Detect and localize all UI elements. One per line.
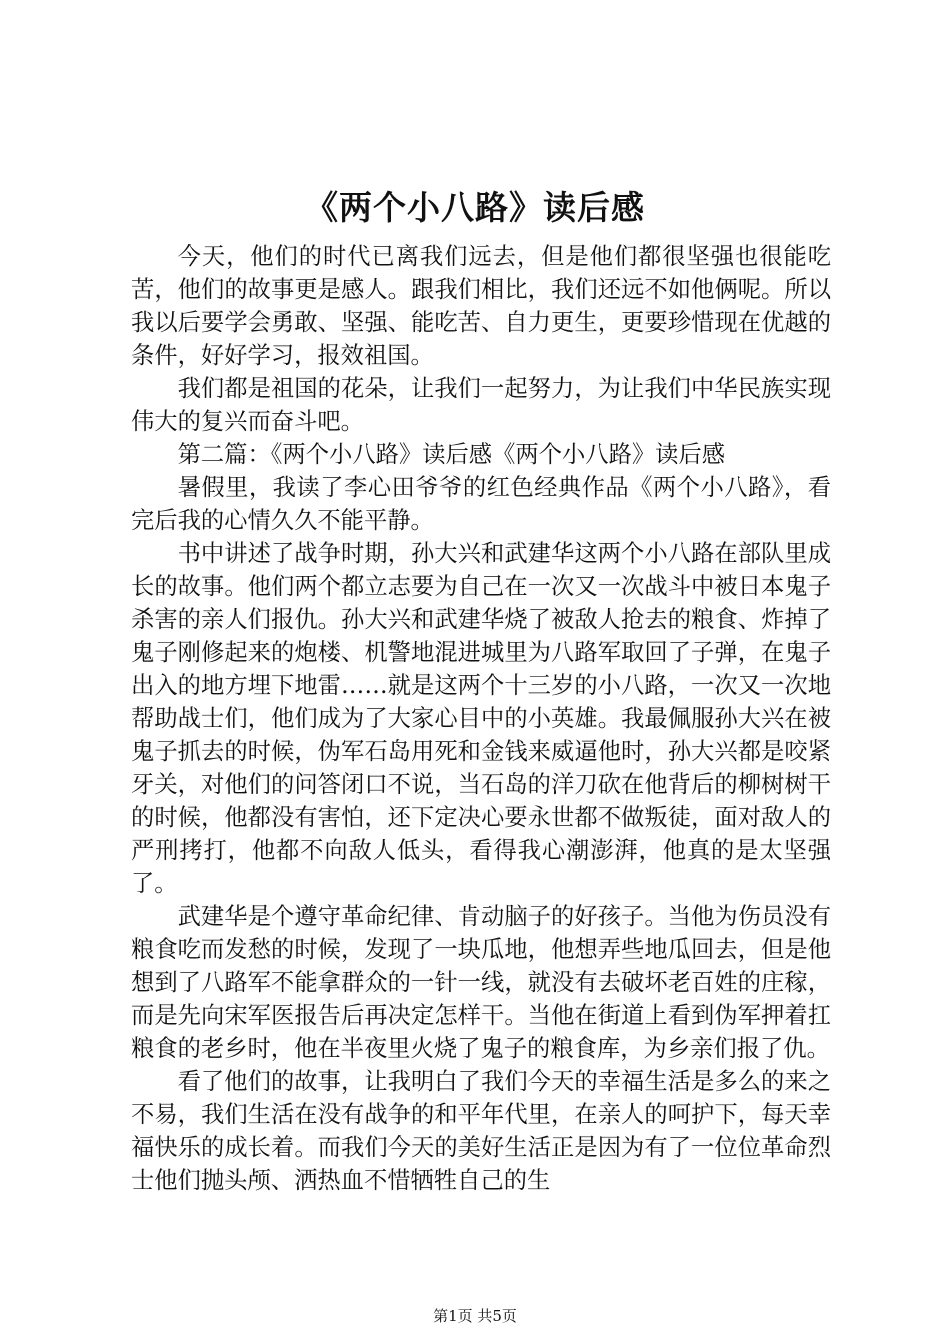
document-title: 《两个小八路》读后感 — [305, 188, 645, 227]
section-heading: 第二篇：《两个小八路》读后感《两个小八路》读后感 — [177, 441, 726, 468]
document-body — [131, 240, 831, 1197]
paragraph: 今天，他们的时代已离我们远去，但是他们都很坚强也很能吃苦，他们的故事更是感人。跟我们相比，我们还远不如他俩呢。所以我以后要学会勇敢、坚强、能吃苦、自力更生，更要珍惜现在优越的条件，好好学习，报效祖国。 — [131, 243, 831, 369]
paragraph: 暑假里，我读了李心田爷爷的红色经典作品《两个小八路》，看完后我的心情久久不能平静。 — [131, 474, 831, 534]
paragraph: 武建华是个遵守革命纪律、肯动脑子的好孩子。当他为伤员没有粮食吃而发愁的时候，发现了一块瓜地，他想弄些地瓜回去，但是他想到了八路军不能拿群众的一针一线，就没有去破坏老百姓的庄稼，而是先向宋军医报告后再决定怎样干。当他在街道上看到伪军押着扛粮食的老乡时，他在半夜里火烧了鬼子的粮食库，为乡亲们报了仇。 — [131, 903, 831, 1062]
paragraph: 看了他们的故事，让我明白了我们今天的幸福生活是多么的来之不易，我们生活在没有战争的和平年代里，在亲人的呵护下，每天幸福快乐的成长着。而我们今天的美好生活正是因为有了一位位革命烈士他们抛头颅、洒热血不惜牺牲自己的生 — [131, 1068, 831, 1194]
paragraph: 我们都是祖国的花朵，让我们一起努力，为让我们中华民族实现伟大的复兴而奋斗吧。 — [131, 375, 831, 435]
page-footer: 第1页 共5页 — [433, 1307, 517, 1325]
paragraph: 书中讲述了战争时期，孙大兴和武建华这两个小八路在部队里成长的故事。他们两个都立志要为自己在一次又一次战斗中被日本鬼子杀害的亲人们报仇。孙大兴和武建华烧了被敌人抢去的粮食、炸掉了鬼子刚修起来的炮楼、机警地混进城里为八路军取回了子弹，在鬼子出入的地方埋下地雷……就是这两个十三岁的小八路，一次又一次地帮助战士们，他们成为了大家心目中的小英雄。我最佩服孙大兴在被鬼子抓去的时候，伪军石岛用死和金钱来威逼他时，孙大兴都是咬紧牙关，对他们的问答闭口不说，当石岛的洋刀砍在他背后的柳树树干的时候，他都没有害怕，还下定决心要永世都不做叛徒，面对敌人的严刑拷打，他都不向敌人低头，看得我心潮澎湃，他真的是太坚强了。 — [131, 540, 831, 897]
